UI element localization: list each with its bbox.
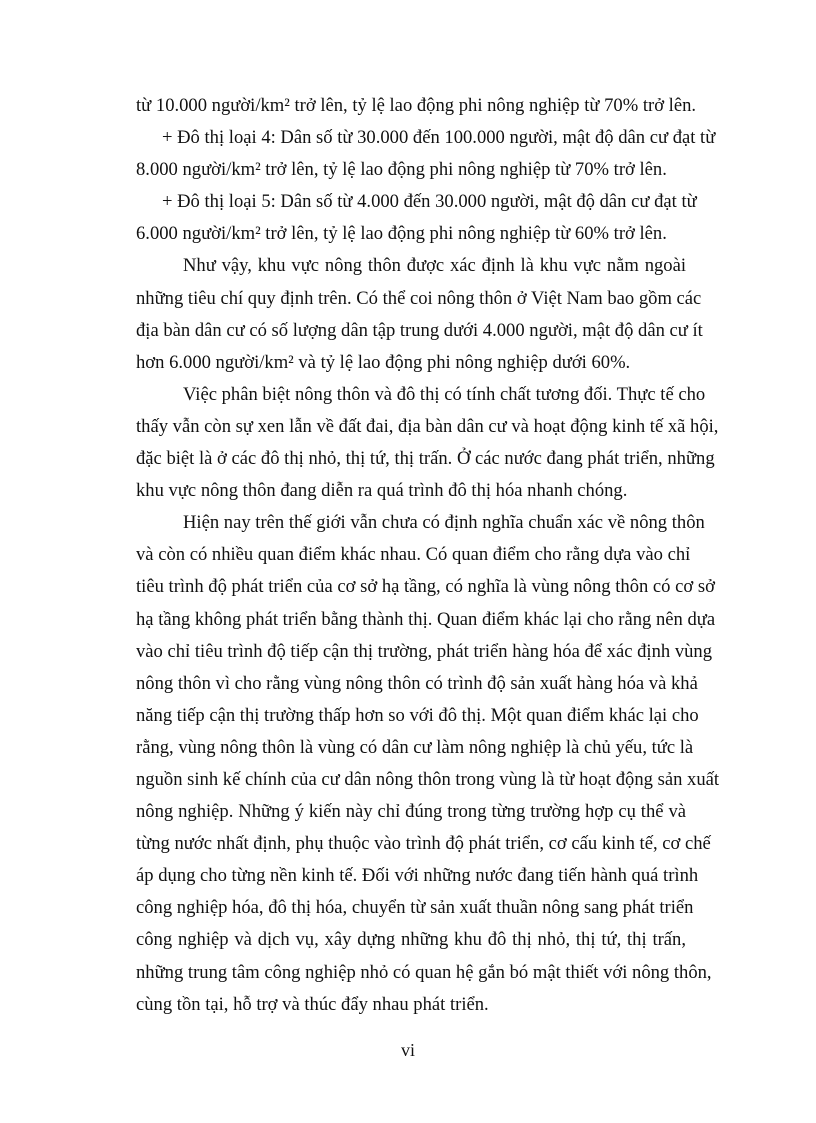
text-line: Như vậy, khu vực nông thôn được xác định là khu vực nằm ngoài: [183, 255, 686, 277]
text-line: công nghiệp hóa, đô thị hóa, chuyển từ sản xuất thuần nông sang phát triển: [136, 897, 694, 919]
text-line: nông nghiệp. Những ý kiến này chỉ đúng trong từng trường hợp cụ thể và: [136, 801, 686, 823]
text-line: những tiêu chí quy định trên. Có thể coi nông thôn ở Việt Nam bao gồm các: [136, 287, 702, 309]
text-line: rằng, vùng nông thôn là vùng có dân cư làm nông nghiệp là chủ yếu, tức là: [136, 736, 694, 758]
text-line: Hiện nay trên thế giới vẫn chưa có định nghĩa chuẩn xác về nông thôn: [183, 512, 705, 534]
text-line: từ 10.000 người/km² trở lên, tỷ lệ lao động phi nông nghiệp từ 70% trở lên.: [136, 95, 697, 116]
text-line: những trung tâm công nghiệp nhỏ có quan hệ gắn bó mật thiết với nông thôn,: [136, 961, 712, 983]
page-number: vi: [400, 1040, 415, 1060]
text-line: vào chỉ tiêu trình độ tiếp cận thị trường, phát triển hàng hóa để xác định vùng: [136, 640, 713, 662]
text-line: khu vực nông thôn đang diễn ra quá trình đô thị hóa nhanh chóng.: [136, 480, 628, 502]
text-line: 6.000 người/km² trở lên, tỷ lệ lao động phi nông nghiệp từ 60% trở lên.: [136, 223, 667, 245]
text-line: áp dụng cho từng nền kinh tế. Đối với những nước đang tiến hành quá trình: [136, 865, 699, 887]
text-line: năng tiếp cận thị trường thấp hơn so với đô thị. Một quan điểm khác lại cho: [136, 704, 699, 726]
text-line: địa bàn dân cư có số lượng dân tập trung dưới 4.000 người, mật độ dân cư ít: [136, 319, 703, 341]
text-line: thấy vẫn còn sự xen lẫn về đất đai, địa bàn dân cư và hoạt động kinh tế xã hội,: [136, 415, 719, 437]
text-line: đặc biệt là ở các đô thị nhỏ, thị tứ, thị trấn. Ở các nước đang phát triển, những: [136, 448, 715, 470]
text-line: 8.000 người/km² trở lên, tỷ lệ lao động phi nông nghiệp từ 70% trở lên.: [136, 159, 667, 181]
text-line: + Đô thị loại 4: Dân số từ 30.000 đến 100.000 người, mật độ dân cư đạt từ: [162, 127, 716, 149]
body-text: [136, 90, 720, 1021]
text-line: nguồn sinh kế chính của cư dân nông thôn trong vùng là từ hoạt động sản xuất: [136, 768, 720, 790]
text-line: từng nước nhất định, phụ thuộc vào trình độ phát triển, cơ cấu kinh tế, cơ chế: [136, 833, 711, 855]
text-line: tiêu trình độ phát triển của cơ sở hạ tầng, có nghĩa là vùng nông thôn có cơ sở: [136, 576, 715, 598]
text-line: cùng tồn tại, hỗ trợ và thúc đẩy nhau phát triển.: [136, 993, 489, 1015]
text-line: và còn có nhiều quan điểm khác nhau. Có quan điểm cho rằng dựa vào chỉ: [136, 544, 691, 566]
text-line: công nghiệp và dịch vụ, xây dựng những khu đô thị nhỏ, thị tứ, thị trấn,: [136, 929, 686, 951]
text-line: Việc phân biệt nông thôn và đô thị có tính chất tương đối. Thực tế cho: [183, 383, 706, 405]
text-line: nông thôn vì cho rằng vùng nông thôn có trình độ sản xuất hàng hóa và khả: [136, 672, 698, 694]
text-line: + Đô thị loại 5: Dân số từ 4.000 đến 30.000 người, mật độ dân cư đạt từ: [162, 191, 697, 213]
text-line: hạ tầng không phát triển bằng thành thị. Quan điểm khác lại cho rằng nên dựa: [136, 608, 716, 630]
text-line: hơn 6.000 người/km² và tỷ lệ lao động phi nông nghiệp dưới 60%.: [136, 351, 631, 373]
